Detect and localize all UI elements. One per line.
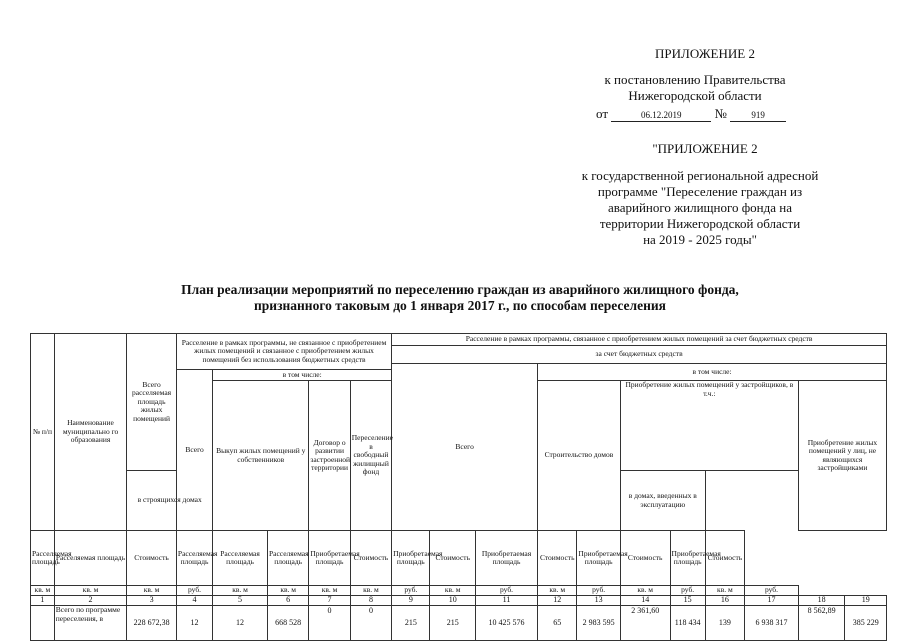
unit-cell: руб. <box>176 586 212 596</box>
col-header-incl-1: в том числе: <box>213 370 392 381</box>
row-cell: 0 <box>309 606 350 641</box>
row-num <box>31 606 55 641</box>
resolution-line: к постановлению Правительства <box>604 72 786 87</box>
row-cell: 2 361,60 <box>620 606 670 641</box>
unit-cell: руб. <box>475 586 537 596</box>
column-number: 14 <box>620 596 670 606</box>
column-number: 13 <box>577 596 620 606</box>
unit-cell: кв. м <box>538 586 577 596</box>
column-number: 3 <box>127 596 177 606</box>
col-header-budget: Расселение в рамках программы, связанное с приобретением жилых помещений за счет бюджетных средств <box>392 334 887 346</box>
unit-cell: кв. м <box>430 586 476 596</box>
unit-cell: кв. м <box>267 586 308 596</box>
resolution-line: Нижегородской области <box>628 88 762 103</box>
program-line: программе "Переселение граждан из <box>597 184 803 199</box>
row-cell: 2 983 595 <box>577 606 620 641</box>
row-cell: 118 434 <box>670 606 705 641</box>
column-number: 15 <box>670 596 705 606</box>
col-header-non-budget: Расселение в рамках программы, не связанное с приобретением жилых помещений и связанное с приобретением жилых помещений без использования бюджетных средств <box>176 334 391 370</box>
program-reference <box>560 168 840 248</box>
row-cell: 385 229 <box>845 606 887 641</box>
row-cell: 8 562,89 <box>798 606 845 641</box>
row-municipality: Всего по программе переселения, в <box>54 606 126 641</box>
unit-cell: кв. м <box>620 586 670 596</box>
sub-header-acquired-area: Приобретаемая площадь <box>475 531 537 586</box>
col-header-incl-2: в том числе: <box>538 364 887 381</box>
row-cell: 0 <box>350 606 391 641</box>
column-number: 18 <box>798 596 845 606</box>
column-number: 17 <box>745 596 799 606</box>
unit-cell: руб. <box>745 586 799 596</box>
unit-cell: кв. м <box>705 586 744 596</box>
col-header-non-developer: Приобретение жилых помещений у лиц, не являющихся застройщиками <box>798 381 886 531</box>
column-number: 19 <box>845 596 887 606</box>
col-header-total-area: Всего расселяемая площадь жилых помещений <box>127 334 177 471</box>
column-number: 10 <box>430 596 476 606</box>
column-number: 16 <box>705 596 744 606</box>
col-header-buyout: Выкуп жилых помещений у собственников <box>213 381 309 531</box>
sub-header-cost: Стоимость <box>705 531 744 586</box>
column-number: 12 <box>538 596 577 606</box>
sub-header-cost: Стоимость <box>127 531 177 586</box>
col-header-commissioned: в домах, введенных в эксплуатацию <box>620 471 705 531</box>
row-cell: 6 938 317 <box>745 606 799 641</box>
row-cell: 215 <box>430 606 476 641</box>
col-header-contract: Договор о развитии застроенной территории <box>309 381 350 531</box>
sub-header-acquired-area: Приобретаемая площадь <box>670 531 705 586</box>
table-row <box>31 606 887 641</box>
row-total-area: 228 672,38 <box>127 606 177 641</box>
sub-header-cost: Стоимость <box>350 531 391 586</box>
resolution-date: 06.12.2019 <box>611 110 711 122</box>
sub-header-area: Расселяемая площадь <box>176 531 212 586</box>
column-number: 8 <box>350 596 391 606</box>
from-label: от <box>596 106 609 121</box>
col-header-developer-purchase: Приобретение жилых помещений у застройщиков, в т.ч.: <box>620 381 798 471</box>
sub-header-area: Расселяемая площадь <box>31 531 55 586</box>
row-cell: 139 <box>705 606 744 641</box>
col-header-under-construction: в строящихся домах <box>127 471 213 531</box>
sub-header-cost: Стоимость <box>538 531 577 586</box>
appendix-heading: ПРИЛОЖЕНИЕ 2 <box>655 46 755 61</box>
row-cell: 10 425 576 <box>475 606 537 641</box>
column-number: 7 <box>309 596 350 606</box>
column-number: 6 <box>267 596 308 606</box>
sub-header-acquired-area: Приобретаемая площадь <box>392 531 430 586</box>
column-number: 5 <box>213 596 268 606</box>
resettlement-plan-table <box>30 333 887 641</box>
unit-cell: руб. <box>670 586 705 596</box>
resolution-reference <box>580 72 810 104</box>
column-number: 1 <box>31 596 55 606</box>
column-number: 9 <box>392 596 430 606</box>
sub-header-acquired-area: Приобретаемая площадь <box>309 531 350 586</box>
column-number: 2 <box>54 596 126 606</box>
sub-header-cost: Стоимость <box>430 531 476 586</box>
sub-header-acquired-area: Приобретаемая площадь <box>577 531 620 586</box>
row-cell: 65 <box>538 606 577 641</box>
document-title <box>90 282 830 314</box>
program-line: к государственной региональной адресной <box>581 168 819 183</box>
resolution-date-number <box>596 106 786 122</box>
unit-cell: руб. <box>392 586 430 596</box>
unit-cell: кв. м <box>309 586 350 596</box>
unit-cell: кв. м <box>350 586 391 596</box>
title-line: План реализации мероприятий по переселению граждан из аварийного жилищного фонда, <box>181 282 739 297</box>
row-cell: 668 528 <box>267 606 308 641</box>
original-appendix-heading: "ПРИЛОЖЕНИЕ 2 <box>652 141 758 156</box>
unit-cell: кв. м <box>127 586 177 596</box>
col-header-resettle: Переселение в свободный жилищный фонд <box>350 381 391 531</box>
col-header-municipality: Наименование муниципально го образования <box>54 334 126 531</box>
resolution-number: 919 <box>730 110 786 122</box>
row-cell: 215 <box>392 606 430 641</box>
unit-cell: кв. м <box>213 586 268 596</box>
program-line: на 2019 - 2025 годы" <box>643 232 757 247</box>
column-number: 11 <box>475 596 537 606</box>
sub-header-area: Расселяемая площадь <box>213 531 268 586</box>
number-sign: № <box>714 106 727 121</box>
col-header-total-1: Всего <box>176 370 212 531</box>
row-cell: 12 <box>176 606 212 641</box>
sub-header-area: Расселяемая площадь <box>267 531 308 586</box>
unit-cell: кв. м <box>54 586 126 596</box>
col-header-num: № п/п <box>31 334 55 531</box>
column-number: 4 <box>176 596 212 606</box>
title-line: признанного таковым до 1 января 2017 г., по способам переселения <box>254 298 666 313</box>
unit-cell: кв. м <box>31 586 55 596</box>
sub-header-cost: Стоимость <box>620 531 670 586</box>
program-line: аварийного жилищного фонда на <box>608 200 792 215</box>
unit-cell: руб. <box>577 586 620 596</box>
col-header-construction: Строительство домов <box>538 381 621 531</box>
sub-header-area: Расселяемая площадь <box>54 531 126 586</box>
row-cell: 12 <box>213 606 268 641</box>
program-line: территории Нижегородской области <box>599 216 801 231</box>
col-header-budget-sub: за счет бюджетных средств <box>392 346 887 364</box>
col-header-budget-total: Всего <box>392 364 538 531</box>
